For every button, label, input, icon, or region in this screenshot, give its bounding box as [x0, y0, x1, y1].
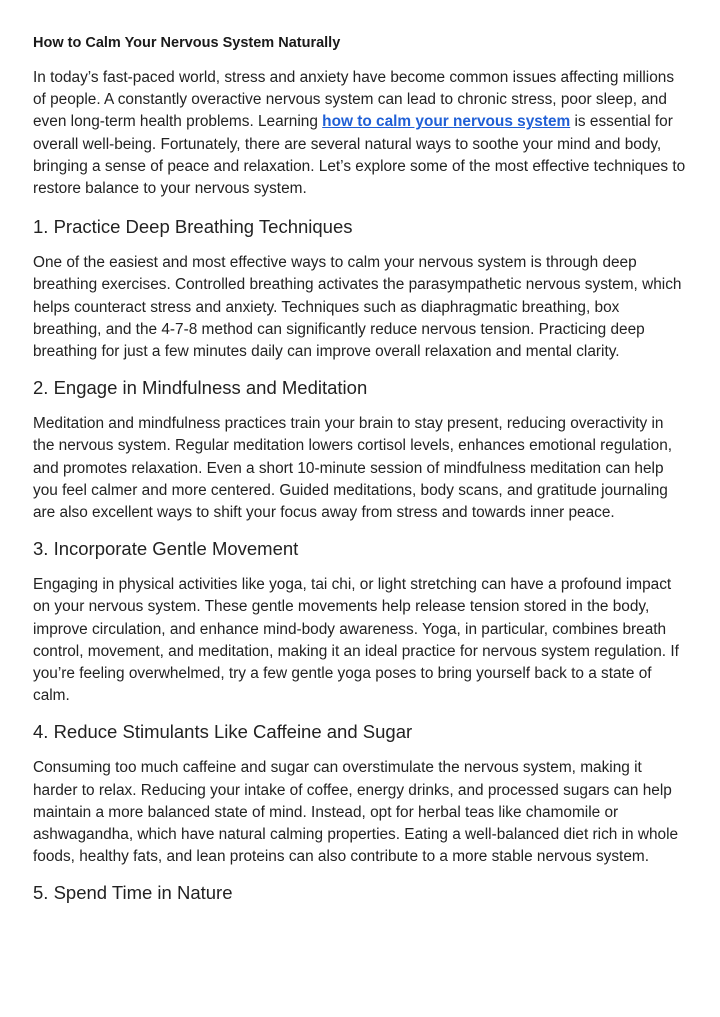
section-body-gentle-movement: Engaging in physical activities like yoga, tai chi, or light stretching can have a profound impact on your nervous system. These gentle movements help release tension stored in the body, improve circulation, and enhance mind-body awareness. Yoga, in particular, combines breath control, movement, and meditation, making it an ideal practice for nervous system regulation. If you’re feeling overwhelmed, try a few gentle yoga poses to bring yourself back to a state of calm. [33, 576, 679, 705]
section-heading-gentle-movement: 3. Incorporate Gentle Movement [33, 538, 299, 560]
section-body-deep-breathing: One of the easiest and most effective ways to calm your nervous system is through deep breathing exercises. Controlled breathing activates the parasympathetic nervous system, which helps counteract stress and anxiety. Techniques such as diaphragmatic breathing, box breathing, and the 4-7-8 method can significantly reduce nervous tension. Practicing deep breathing for just a few minutes daily can improve overall relaxation and mental clarity. [33, 254, 682, 361]
section-body-mindfulness: Meditation and mindfulness practices train your brain to stay present, reducing overactivity in the nervous system. Regular meditation lowers cortisol levels, enhances emotional regulation, and promotes relaxation. Even a short 10-minute session of mindfulness meditation can help you feel calmer and more centered. Guided meditations, body scans, and gratitude journaling are also excellent ways to shift your focus away from stress and towards inner peace. [33, 415, 673, 522]
section-heading-deep-breathing: 1. Practice Deep Breathing Techniques [33, 216, 353, 238]
section-heading-mindfulness: 2. Engage in Mindfulness and Meditation [33, 377, 368, 399]
intro-text-after-link: is essential for overall well-being. Fortunately, there are several natural ways to soothe your mind and body, bringing a sense of peace and relaxation. Let’s explore some of the most effective techniques to restore balance to your nervous system. [33, 113, 686, 198]
article [33, 32, 689, 918]
section-body-reduce-stimulants: Consuming too much caffeine and sugar can overstimulate the nervous system, making it harder to relax. Reducing your intake of coffee, energy drinks, and processed sugars can help maintain a more balanced state of mind. Instead, opt for herbal teas like chamomile or ashwagandha, which have natural calming properties. Eating a well-balanced diet rich in whole foods, healthy fats, and lean proteins can also contribute to a more stable nervous system. [33, 759, 679, 866]
section-heading-reduce-stimulants: 4. Reduce Stimulants Like Caffeine and Sugar [33, 721, 413, 743]
section-heading-nature: 5. Spend Time in Nature [33, 882, 233, 904]
calm-nervous-system-link[interactable]: how to calm your nervous system [322, 113, 571, 131]
article-title: How to Calm Your Nervous System Naturally [33, 35, 341, 51]
intro-paragraph [33, 67, 689, 200]
intro-text-before-link: In today’s fast-paced world, stress and anxiety have become common issues affecting millions of people. A constantly overactive nervous system can lead to chronic stress, poor sleep, and even long-term health problems. Learning [33, 69, 675, 131]
